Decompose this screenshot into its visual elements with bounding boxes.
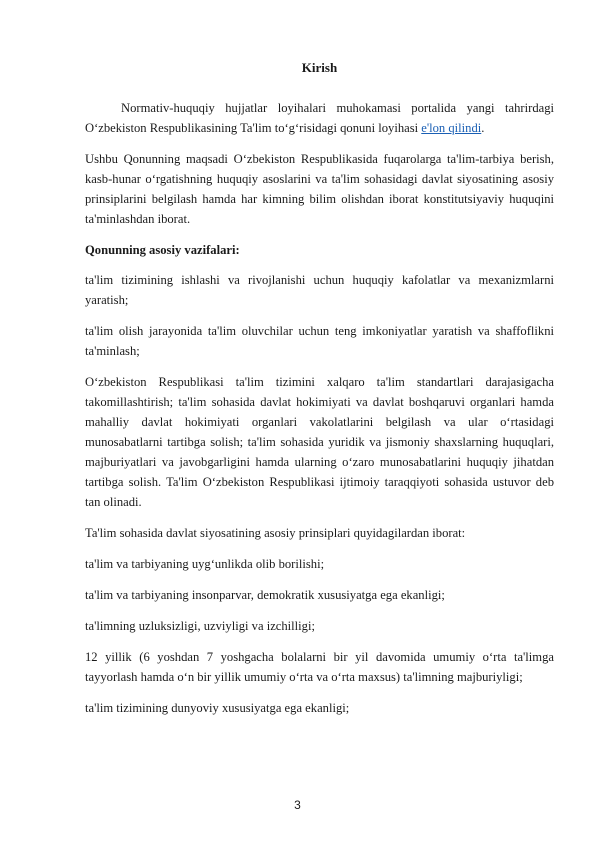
principle-item: ta'lim va tarbiyaning uyg‘unlikda olib borilishi; bbox=[85, 557, 325, 571]
tasks-heading: Qonunning asosiy vazifalari: bbox=[85, 243, 240, 257]
intro-text: Normativ-huquqiy hujjatlar loyihalari muhokamasi portalida yangi tahrirdagi O‘zbekiston Respublikasining Ta'lim to‘g‘risidagi qonuni loyihasi bbox=[85, 101, 554, 135]
principles-intro: Ta'lim sohasida davlat siyosatining asosiy prinsiplari quyidagilardan iborat: bbox=[85, 526, 466, 540]
page-number: 3 bbox=[294, 798, 301, 812]
principle-item: ta'lim tizimining dunyoviy xususiyatga ega ekanligi; bbox=[85, 701, 350, 715]
intro-paragraph bbox=[85, 98, 554, 138]
page-content bbox=[85, 58, 554, 729]
principle-item: 12 yillik (6 yoshdan 7 yoshgacha bolalarni bir yil davomida umumiy o‘rta ta'limga tayyorlash hamda o‘n bir yillik umumiy o‘rta va o‘rta maxsus) ta'limning majburiyligi; bbox=[85, 650, 554, 684]
task-item: O‘zbekiston Respublikasi ta'lim tizimini xalqaro ta'lim standartlari darajasigacha takomillashtirish; ta'lim sohasida davlat hokimiyati va davlat boshqaruvi organlari hamda mahalliy davlat hokimiyati organlari vakolatlarini belgilash va ular o‘rtasidagi munosabatlarni tartibga solish; ta'lim sohasida yuridik va jismoniy shaxslarning huquqlari, majburiyatlari va javobgarligini hamda ularning o‘zaro munosabatlarini huquqiy jihatdan tartibga solish. Ta'lim O‘zbekiston Respublikasi ijtimoiy taraqqiyoti sohasida ustuvor deb tan olinadi. bbox=[85, 375, 554, 509]
principle-item: ta'lim va tarbiyaning insonparvar, demokratik xususiyatga ega ekanligi; bbox=[85, 588, 445, 602]
intro-end: . bbox=[481, 121, 485, 135]
task-item: ta'lim tizimining ishlashi va rivojlanishi uchun huquqiy kafolatlar va mexanizmlarni yaratish; bbox=[85, 273, 554, 307]
purpose-paragraph: Ushbu Qonunning maqsadi O‘zbekiston Respublikasida fuqarolarga ta'lim-tarbiya berish, kasb-hunar o‘rgatishning huquqiy asoslarini va ta'lim sohasidagi davlat siyosatining asosiy prinsiplarini belgilash hamda har kimning bilim olishdan iborat konstitutsiyaviy huquqini ta'minlashdan iborat. bbox=[85, 152, 554, 226]
principle-item: ta'limning uzluksizligi, uzviyligi va izchilligi; bbox=[85, 619, 315, 633]
announced-link[interactable]: e'lon qilindi bbox=[421, 121, 482, 135]
section-title: Kirish bbox=[301, 60, 338, 75]
task-item: ta'lim olish jarayonida ta'lim oluvchilar uchun teng imkoniyatlar yaratish va shaffoflikni ta'minlash; bbox=[85, 324, 554, 358]
